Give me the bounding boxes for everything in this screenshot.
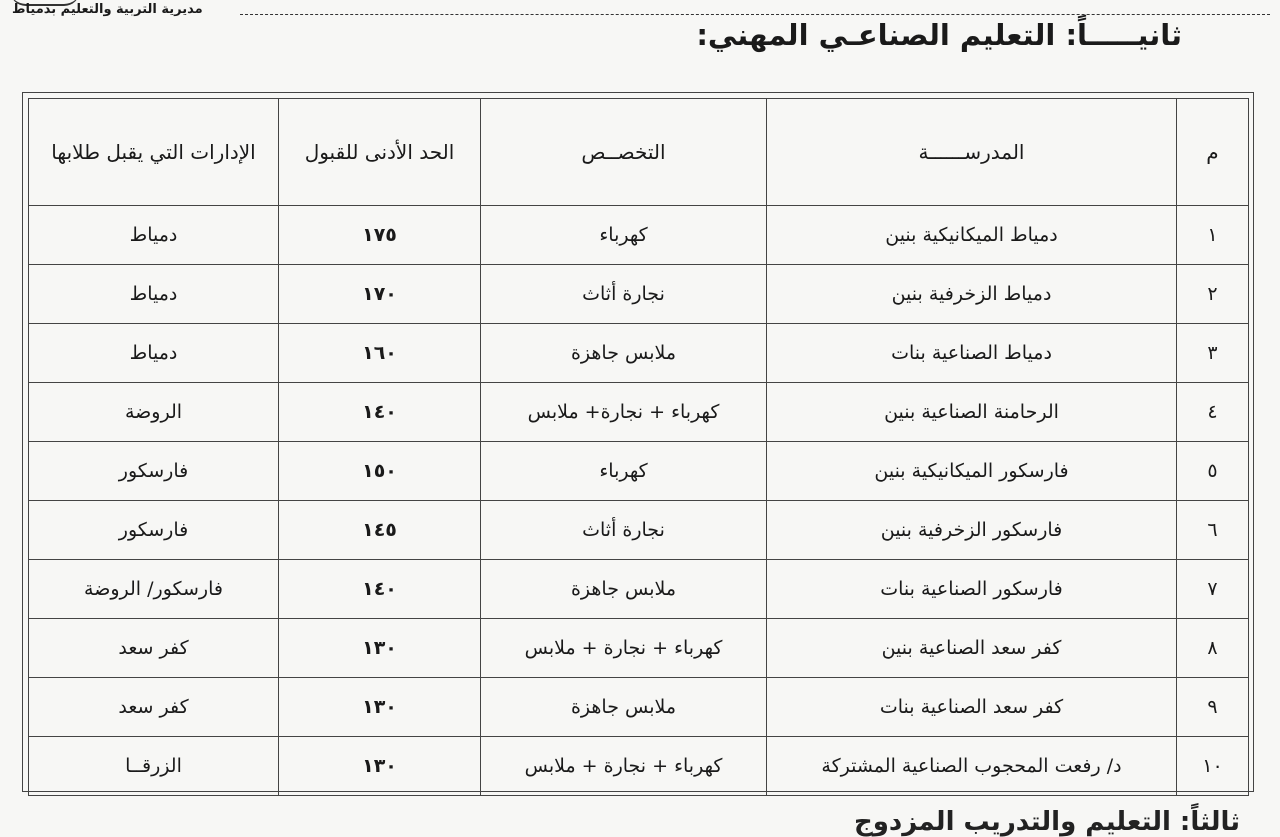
header-divider	[240, 14, 1270, 15]
cell-specialty: كهرباء + نجارة + ملابس	[481, 619, 767, 678]
cell-min-score: ١٧٠	[279, 265, 481, 324]
cell-num: ٣	[1177, 324, 1249, 383]
cell-school: دمياط الصناعية بنات	[767, 324, 1177, 383]
cell-specialty: ملابس جاهزة	[481, 678, 767, 737]
cell-admins: دمياط	[29, 206, 279, 265]
cell-school: دمياط الميكانيكية بنين	[767, 206, 1177, 265]
cell-admins: دمياط	[29, 324, 279, 383]
cell-school: فارسكور الزخرفية بنين	[767, 501, 1177, 560]
cell-num: ٩	[1177, 678, 1249, 737]
cell-school: دمياط الزخرفية بنين	[767, 265, 1177, 324]
next-section-title: ثالثاً: التعليم والتدريب المزدوج	[853, 807, 1240, 837]
cell-min-score: ١٣٠	[279, 619, 481, 678]
cell-school: د/ رفعت المحجوب الصناعية المشتركة	[767, 737, 1177, 796]
cell-min-score: ١٣٠	[279, 678, 481, 737]
cell-admins: الروضة	[29, 383, 279, 442]
cell-min-score: ١٧٥	[279, 206, 481, 265]
table-row	[29, 442, 1249, 501]
cell-num: ٢	[1177, 265, 1249, 324]
cell-num: ١	[1177, 206, 1249, 265]
cell-school: كفر سعد الصناعية بنات	[767, 678, 1177, 737]
cell-num: ٦	[1177, 501, 1249, 560]
table-row	[29, 737, 1249, 796]
table-row	[29, 206, 1249, 265]
cell-min-score: ١٤٠	[279, 383, 481, 442]
table-row	[29, 619, 1249, 678]
cell-min-score: ١٤٠	[279, 560, 481, 619]
cell-num: ٧	[1177, 560, 1249, 619]
schools-table	[28, 98, 1249, 796]
header-school: المدرســــــة	[767, 99, 1177, 206]
cell-num: ٨	[1177, 619, 1249, 678]
cell-specialty: ملابس جاهزة	[481, 324, 767, 383]
cell-school: كفر سعد الصناعية بنين	[767, 619, 1177, 678]
cell-admins: كفر سعد	[29, 619, 279, 678]
cell-admins: الزرقــا	[29, 737, 279, 796]
table-row	[29, 383, 1249, 442]
cell-admins: فارسكور	[29, 442, 279, 501]
cell-specialty: كهرباء	[481, 442, 767, 501]
table-header-row	[29, 99, 1249, 206]
table-row	[29, 560, 1249, 619]
cell-min-score: ١٥٠	[279, 442, 481, 501]
cell-num: ٤	[1177, 383, 1249, 442]
table-row	[29, 501, 1249, 560]
cell-admins: كفر سعد	[29, 678, 279, 737]
table-row	[29, 324, 1249, 383]
cell-admins: دمياط	[29, 265, 279, 324]
cell-admins: فارسكور	[29, 501, 279, 560]
cell-specialty: كهرباء + نجارة + ملابس	[481, 737, 767, 796]
cell-num: ٥	[1177, 442, 1249, 501]
section-title: ثانيـــــاً: التعليم الصناعـي المهني:	[696, 18, 1182, 52]
cell-specialty: نجارة أثاث	[481, 501, 767, 560]
directorate-name: مديرية التربية والتعليم بدمياط	[12, 2, 203, 17]
header-min-score: الحد الأدنى للقبول	[279, 99, 481, 206]
cell-min-score: ١٦٠	[279, 324, 481, 383]
table-row	[29, 678, 1249, 737]
header-specialty: التخصــص	[481, 99, 767, 206]
header-admins: الإدارات التي يقبل طلابها	[29, 99, 279, 206]
cell-specialty: ملابس جاهزة	[481, 560, 767, 619]
table-row	[29, 265, 1249, 324]
cell-admins: فارسكور/ الروضة	[29, 560, 279, 619]
cell-school: الرحامنة الصناعية بنين	[767, 383, 1177, 442]
cell-min-score: ١٤٥	[279, 501, 481, 560]
cell-num: ١٠	[1177, 737, 1249, 796]
cell-school: فارسكور الصناعية بنات	[767, 560, 1177, 619]
cell-specialty: كهرباء	[481, 206, 767, 265]
header-num: م	[1177, 99, 1249, 206]
cell-specialty: نجارة أثاث	[481, 265, 767, 324]
cell-school: فارسكور الميكانيكية بنين	[767, 442, 1177, 501]
cell-specialty: كهرباء + نجارة+ ملابس	[481, 383, 767, 442]
cell-min-score: ١٣٠	[279, 737, 481, 796]
